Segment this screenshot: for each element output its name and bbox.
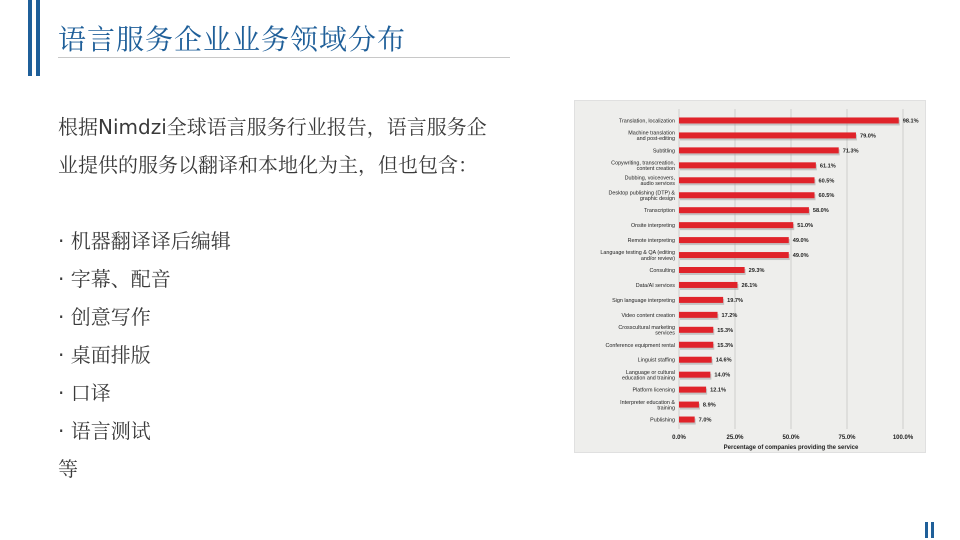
bar-value-label: 7.0% <box>698 417 712 424</box>
list-item: · 创意写作 <box>58 305 151 329</box>
category-label: Linguist staffing <box>637 357 675 364</box>
bar <box>679 402 699 408</box>
category-label: Desktop publishing (DTP) & <box>608 190 675 197</box>
slide-body <box>58 108 498 488</box>
bar-value-label: 14.6% <box>715 357 732 364</box>
bar <box>679 207 809 213</box>
bar <box>679 357 712 363</box>
bar <box>679 177 815 183</box>
category-label: Subtitling <box>652 148 675 155</box>
bar <box>679 282 737 288</box>
slide-title: 语言服务企业业务领域分布 <box>58 23 407 56</box>
list-item: · 语言测试 <box>58 419 151 443</box>
category-label: Dubbing, voiceovers, <box>624 175 675 182</box>
bar-value-label: 51.0% <box>797 223 814 230</box>
category-label: Copywriting, transcreation, <box>611 160 675 167</box>
bar <box>679 267 745 273</box>
bar <box>679 132 856 138</box>
bar <box>679 147 839 153</box>
list-item: · 字幕、配音 <box>58 267 171 291</box>
intro-paragraph: 根据Nimdzi全球语言服务行业报告，语言服务企业提供的服务以翻译和本地化为主，但也包含： <box>58 115 487 177</box>
bar <box>679 237 789 243</box>
bar <box>679 342 713 348</box>
category-label: Sign language interpreting <box>612 297 675 304</box>
bar <box>679 417 695 423</box>
category-label: content creation <box>636 166 675 173</box>
category-label: Machine translation <box>628 130 675 137</box>
x-tick-label: 75.0% <box>838 435 856 441</box>
category-label: Conference equipment rental <box>605 342 675 349</box>
bar <box>679 162 816 168</box>
bar <box>679 252 789 258</box>
bar-value-label: 49.0% <box>792 238 809 245</box>
bar <box>679 372 710 378</box>
category-label: education and training <box>621 375 675 382</box>
category-label: services <box>655 330 675 337</box>
category-label: Language or cultural <box>625 369 675 376</box>
category-label: Language testing & QA (editing <box>600 250 675 257</box>
bar-value-label: 17.2% <box>721 312 738 319</box>
category-label: Video content creation <box>621 312 675 319</box>
x-tick-label: 50.0% <box>782 435 800 441</box>
bar-value-label: 61.1% <box>819 163 836 170</box>
chart-canvas <box>575 101 925 452</box>
category-label: Remote interpreting <box>627 238 675 245</box>
category-label: Crosscultural marketing <box>618 325 675 332</box>
corner-accent-bar <box>925 522 928 538</box>
category-label: Publishing <box>650 417 675 424</box>
category-label: Interpreter education & <box>620 399 675 406</box>
category-label: Data/AI services <box>635 282 675 289</box>
category-label: Onsite interpreting <box>630 223 675 230</box>
category-label: graphic design <box>639 196 675 203</box>
spacer <box>58 184 498 222</box>
bar-value-label: 8.9% <box>702 402 716 409</box>
category-label: Platform licensing <box>632 387 675 394</box>
bar-value-label: 14.0% <box>714 372 731 379</box>
bar-value-label: 19.7% <box>727 297 744 304</box>
category-label: Consulting <box>649 268 675 274</box>
bar-value-label: 49.0% <box>792 253 809 260</box>
bar-value-label: 79.0% <box>859 133 876 140</box>
bar-value-label: 60.5% <box>818 193 835 200</box>
x-tick-label: 25.0% <box>726 435 744 441</box>
bar-value-label: 98.1% <box>902 118 919 125</box>
list-item: · 桌面排版 <box>58 343 151 367</box>
bar <box>679 192 815 198</box>
bar-value-label: 12.1% <box>710 387 726 394</box>
bar-value-label: 71.3% <box>842 148 859 155</box>
category-label: Translation, localization <box>618 118 675 125</box>
bar <box>679 312 718 318</box>
bar <box>679 222 793 228</box>
bar <box>679 297 723 303</box>
category-label: and/or review) <box>640 255 675 262</box>
bar <box>679 387 706 393</box>
title-divider <box>58 57 510 58</box>
services-bar-chart <box>574 100 926 453</box>
bar-value-label: 58.0% <box>812 208 829 215</box>
category-label: and post-editing <box>636 136 675 143</box>
x-axis-title: Percentage of companies providing the service <box>723 445 859 451</box>
bar-value-label: 15.3% <box>717 327 734 334</box>
title-accent-bar <box>28 0 32 76</box>
corner-accent-bar <box>931 522 934 538</box>
closing-text: 等 <box>58 457 78 481</box>
bar-value-label: 29.3% <box>748 268 765 274</box>
x-tick-label: 100.0% <box>892 435 914 441</box>
bar-value-label: 26.1% <box>741 282 758 289</box>
bar-value-label: 60.5% <box>818 178 835 185</box>
bar <box>679 327 713 333</box>
bar-value-label: 15.3% <box>717 342 734 349</box>
x-tick-label: 0.0% <box>672 435 686 441</box>
list-item: · 口译 <box>58 381 111 405</box>
category-label: Transcription <box>644 208 675 215</box>
category-label: audio services <box>640 181 675 188</box>
list-item: · 机器翻译译后编辑 <box>58 229 231 253</box>
title-accent-bar <box>36 0 40 76</box>
category-label: training <box>657 405 675 412</box>
bar <box>679 117 899 123</box>
